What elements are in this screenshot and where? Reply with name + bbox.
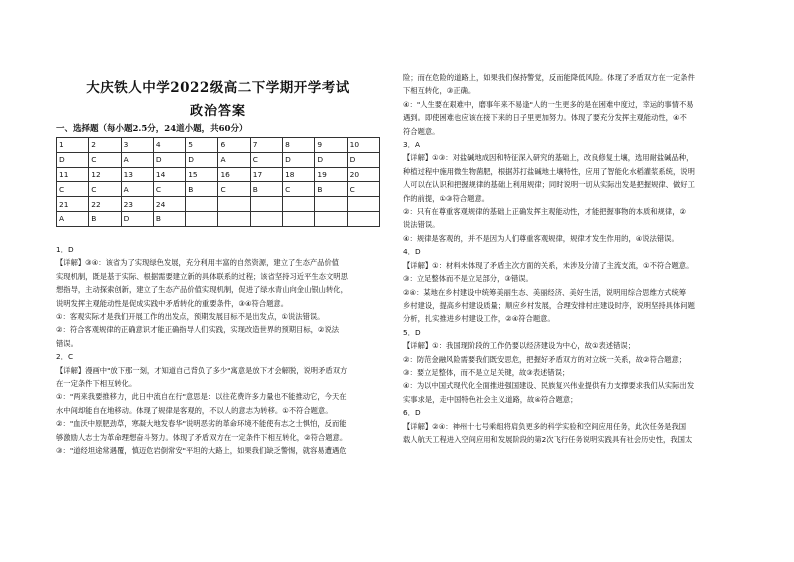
text-line: 水中间却能自在地移动。体现了规律是客观的，不以人的意志为转移。①不符合题意。 [56, 405, 333, 415]
answer-table-cell: A [218, 152, 250, 167]
text-line: ④："人生要在艰难中，磨事年来不易逢"人的一生更多的是在困难中度过，幸运的事情不易 [403, 99, 694, 109]
answer-table-cell: B [315, 182, 347, 197]
text-line: 5．D [403, 327, 421, 337]
answer-table-cell: A [121, 152, 153, 167]
answer-table-cell [218, 211, 250, 226]
text-line: 在一定条件下相互转化。 [56, 379, 137, 389]
answer-table-row [57, 182, 380, 197]
answer-table-cell: C [153, 182, 185, 197]
answer-table-cell: C [218, 182, 250, 197]
answer-table-cell [283, 197, 315, 212]
answer-table-cell: 20 [347, 167, 379, 182]
answer-table-cell: B [153, 211, 185, 226]
answer-table-cell [347, 197, 379, 212]
text-line: ②：只有在尊重客观规律的基础上正确发挥主观能动性，才能把握事物的本质和规律，② [403, 207, 687, 217]
answer-table-cell: D [121, 211, 153, 226]
text-line: 作的前提，①③符合题意。 [403, 193, 490, 203]
answer-table-cell: C [89, 182, 121, 197]
answer-table-cell: 3 [121, 138, 153, 153]
text-line: 2．C [56, 352, 74, 362]
answer-table-cell: A [57, 211, 89, 226]
answer-table-cell: 14 [153, 167, 185, 182]
answer-table-cell: 13 [121, 167, 153, 182]
text-line: 载人航天工程进入空间应用和发展阶段的第2次飞行任务说明实践具有社会历史性，我国太 [403, 434, 693, 444]
answer-table-cell: 18 [283, 167, 315, 182]
answer-table-cell: D [186, 152, 218, 167]
answer-table-cell: C [57, 182, 89, 197]
answer-table-cell: 12 [89, 167, 121, 182]
text-line: ②：防范金融风险需要我们既安思危，把握好矛盾双方的对立统一关系，故②符合题意； [403, 354, 687, 364]
answer-table-row [57, 152, 380, 167]
answer-table-cell: C [347, 182, 379, 197]
text-line: 分析，扎实推进乡村建设工作，②④符合题意。 [403, 314, 555, 324]
text-line: ③：立足整体而不是立足部分，③错误。 [403, 274, 533, 284]
answer-table-cell [347, 211, 379, 226]
answer-table-cell: D [315, 152, 347, 167]
text-line: ①："两来我要推移力，此日中流自在行"意思是：以往花费许多力量也不能推动它，今天在 [56, 392, 347, 402]
text-line: 3．A [403, 140, 420, 150]
answer-table-cell: C [89, 152, 121, 167]
answer-table-cell: D [153, 152, 185, 167]
answer-table-cell: 4 [153, 138, 185, 153]
answer-table-cell: 24 [153, 197, 185, 212]
text-line: ③：要立足整体，而不是立足关键，故③表述错误； [403, 367, 570, 377]
answer-table-cell: B [89, 211, 121, 226]
text-line: ②：符合客观规律的正确意识才能正确指导人们实践，实现改造世界的预期目标，②说法 [56, 325, 340, 335]
answer-table-cell: C [250, 152, 282, 167]
answer-table-cell [186, 211, 218, 226]
answer-table-cell [283, 211, 315, 226]
text-line: ②："血沃中原肥劲草，寒凝大地发春华"说明恶劣的革命环境不能使有志之士惧怕，反而能 [56, 419, 347, 429]
answer-table-cell: 1 [57, 138, 89, 153]
text-line: 说明发挥主观能动性是促成实践中矛盾转化的重要条件，③④符合题意。 [56, 298, 288, 308]
answer-table-cell: 6 [218, 138, 250, 153]
right-answer-text [403, 71, 695, 446]
answer-table-cell: B [186, 182, 218, 197]
answer-table-cell: 17 [250, 167, 282, 182]
answer-table-cell: 5 [186, 138, 218, 153]
text-line: 【详解】漫画中"放下那一刻，才知道自己背负了多少"寓意是放下才会解脱，说明矛盾双方 [56, 365, 348, 375]
answer-table-row [57, 197, 380, 212]
answer-table-cell: 19 [315, 167, 347, 182]
text-line: 4．D [403, 247, 421, 257]
answer-table-cell: A [121, 182, 153, 197]
text-line: ④：为以中国式现代化全面推进强国建设、民族复兴伟业提供有力支撑要求我们从实际出发 [403, 381, 695, 391]
answer-table-cell: D [283, 152, 315, 167]
text-line: 种植过程中施用微生物菌肥，根据苏打盐碱地土壤特性，应用了智能化水稻灌浆系统，说明 [403, 166, 695, 176]
answer-table-row [57, 211, 380, 226]
answer-table-cell: 21 [57, 197, 89, 212]
answer-table-cell [250, 211, 282, 226]
answer-table-cell: 23 [121, 197, 153, 212]
answer-table-cell: B [250, 182, 282, 197]
text-line: 人可以在认识和把握规律的基础上利用规律；同时说明一切从实际出发是把握规律、做好工 [403, 180, 695, 190]
text-line: 险；而在危险的道路上，如果我们保持警觉，反而能降低风险。体现了矛盾双方在一定条件 [403, 73, 695, 82]
text-line: ③："道经坦途常遇覆，慎迈危岩倒常安"平坦的大路上，如果我们缺乏警惕，就容易遭遇危 [56, 446, 347, 456]
answer-table-cell: 16 [218, 167, 250, 182]
text-line: 乡村建设，提高乡村建设质量；顺应乡村发展，合理安排村庄建设时序，说明坚持具体问题 [403, 300, 695, 310]
answer-table-cell: 2 [89, 138, 121, 153]
answer-table-cell: D [57, 152, 89, 167]
answer-table-cell: 11 [57, 167, 89, 182]
text-line: 想指导，主动探索创新，建立了生态产品价值实现机制，促进了绿水青山向金山银山转化， [56, 285, 348, 295]
text-line: 【详解】②④：神州十七号乘组将肩负更多的科学实验和空间应用任务，此次任务是我国 [403, 421, 687, 431]
answer-table-cell: D [347, 152, 379, 167]
answer-table-cell [250, 197, 282, 212]
page-subtitle: 政治答案 [189, 104, 246, 119]
text-line: 【详解】③④：该省为了实现绿色发展，充分利用丰富的自然资源，建立了生态产品价值 [56, 258, 340, 268]
answer-table-row [57, 138, 380, 153]
text-line: 6．D [403, 408, 421, 418]
text-line: 下相互转化，③正确。 [403, 86, 476, 96]
answer-table-cell [315, 197, 347, 212]
text-line: 实现机制，既是基于实际、根据需要建立新的具体联系的过程；该省坚持习近平生态文明思 [56, 271, 348, 281]
text-line: 【详解】①③：对盐碱地成因和特征深入研究的基础上，改良修复土壤，选用耐盐碱品种， [403, 153, 694, 163]
answer-table-cell: 22 [89, 197, 121, 212]
answer-table-cell: 7 [250, 138, 282, 153]
text-line: 1．D [56, 245, 74, 254]
answer-table-cell [186, 197, 218, 212]
left-answer-text [56, 243, 348, 458]
text-line: 【详解】①：材料未体现了矛盾主次方面的关系，未涉及分清了主流支流，①不符合题意。 [403, 260, 694, 270]
answer-table-row [57, 167, 380, 182]
text-line: 符合题意。 [403, 126, 440, 136]
answer-table-cell [218, 197, 250, 212]
text-line: 遇到。即使困难也应该在接下来的日子里更加努力。体现了要充分发挥主观能动性，④不 [403, 113, 687, 123]
answer-table-cell: 15 [186, 167, 218, 182]
answer-table-cell [315, 211, 347, 226]
answer-table-cell: 9 [315, 138, 347, 153]
section-heading: 一、选择题（每小题2.5分，24道小题，共60分） [56, 124, 248, 134]
page-title: 大庆铁人中学2022级高二下学期开学考试 [86, 80, 350, 96]
answer-table-cell: C [283, 182, 315, 197]
text-line: ①：客观实际才是我们开展工作的出发点，预期发展目标不是出发点，①说法错误。 [56, 312, 325, 322]
text-line: 说法错误。 [403, 220, 440, 230]
text-line: 【详解】①：我国现阶段的工作仍要以经济建设为中心，故①表述错误； [403, 341, 635, 351]
text-line: 够激励人志士为革命理想奋斗努力。体现了矛盾双方在一定条件下相互转化，②符合题意。 [56, 432, 348, 442]
text-line: 实事求是，走中国特色社会主义道路，故④符合题意； [403, 394, 578, 404]
answer-table-cell: 8 [283, 138, 315, 153]
answer-table [56, 137, 380, 227]
text-line: ②④：某地在乡村建设中统筹美丽生态、美丽经济、美好生活，说明用综合思维方式统筹 [403, 287, 687, 297]
answer-table-cell: 10 [347, 138, 379, 153]
text-line: ④：规律是客观的，并不是因为人们尊重客观规律，规律才发生作用的，④说法错误。 [403, 233, 679, 243]
text-line: 错误。 [56, 338, 78, 348]
